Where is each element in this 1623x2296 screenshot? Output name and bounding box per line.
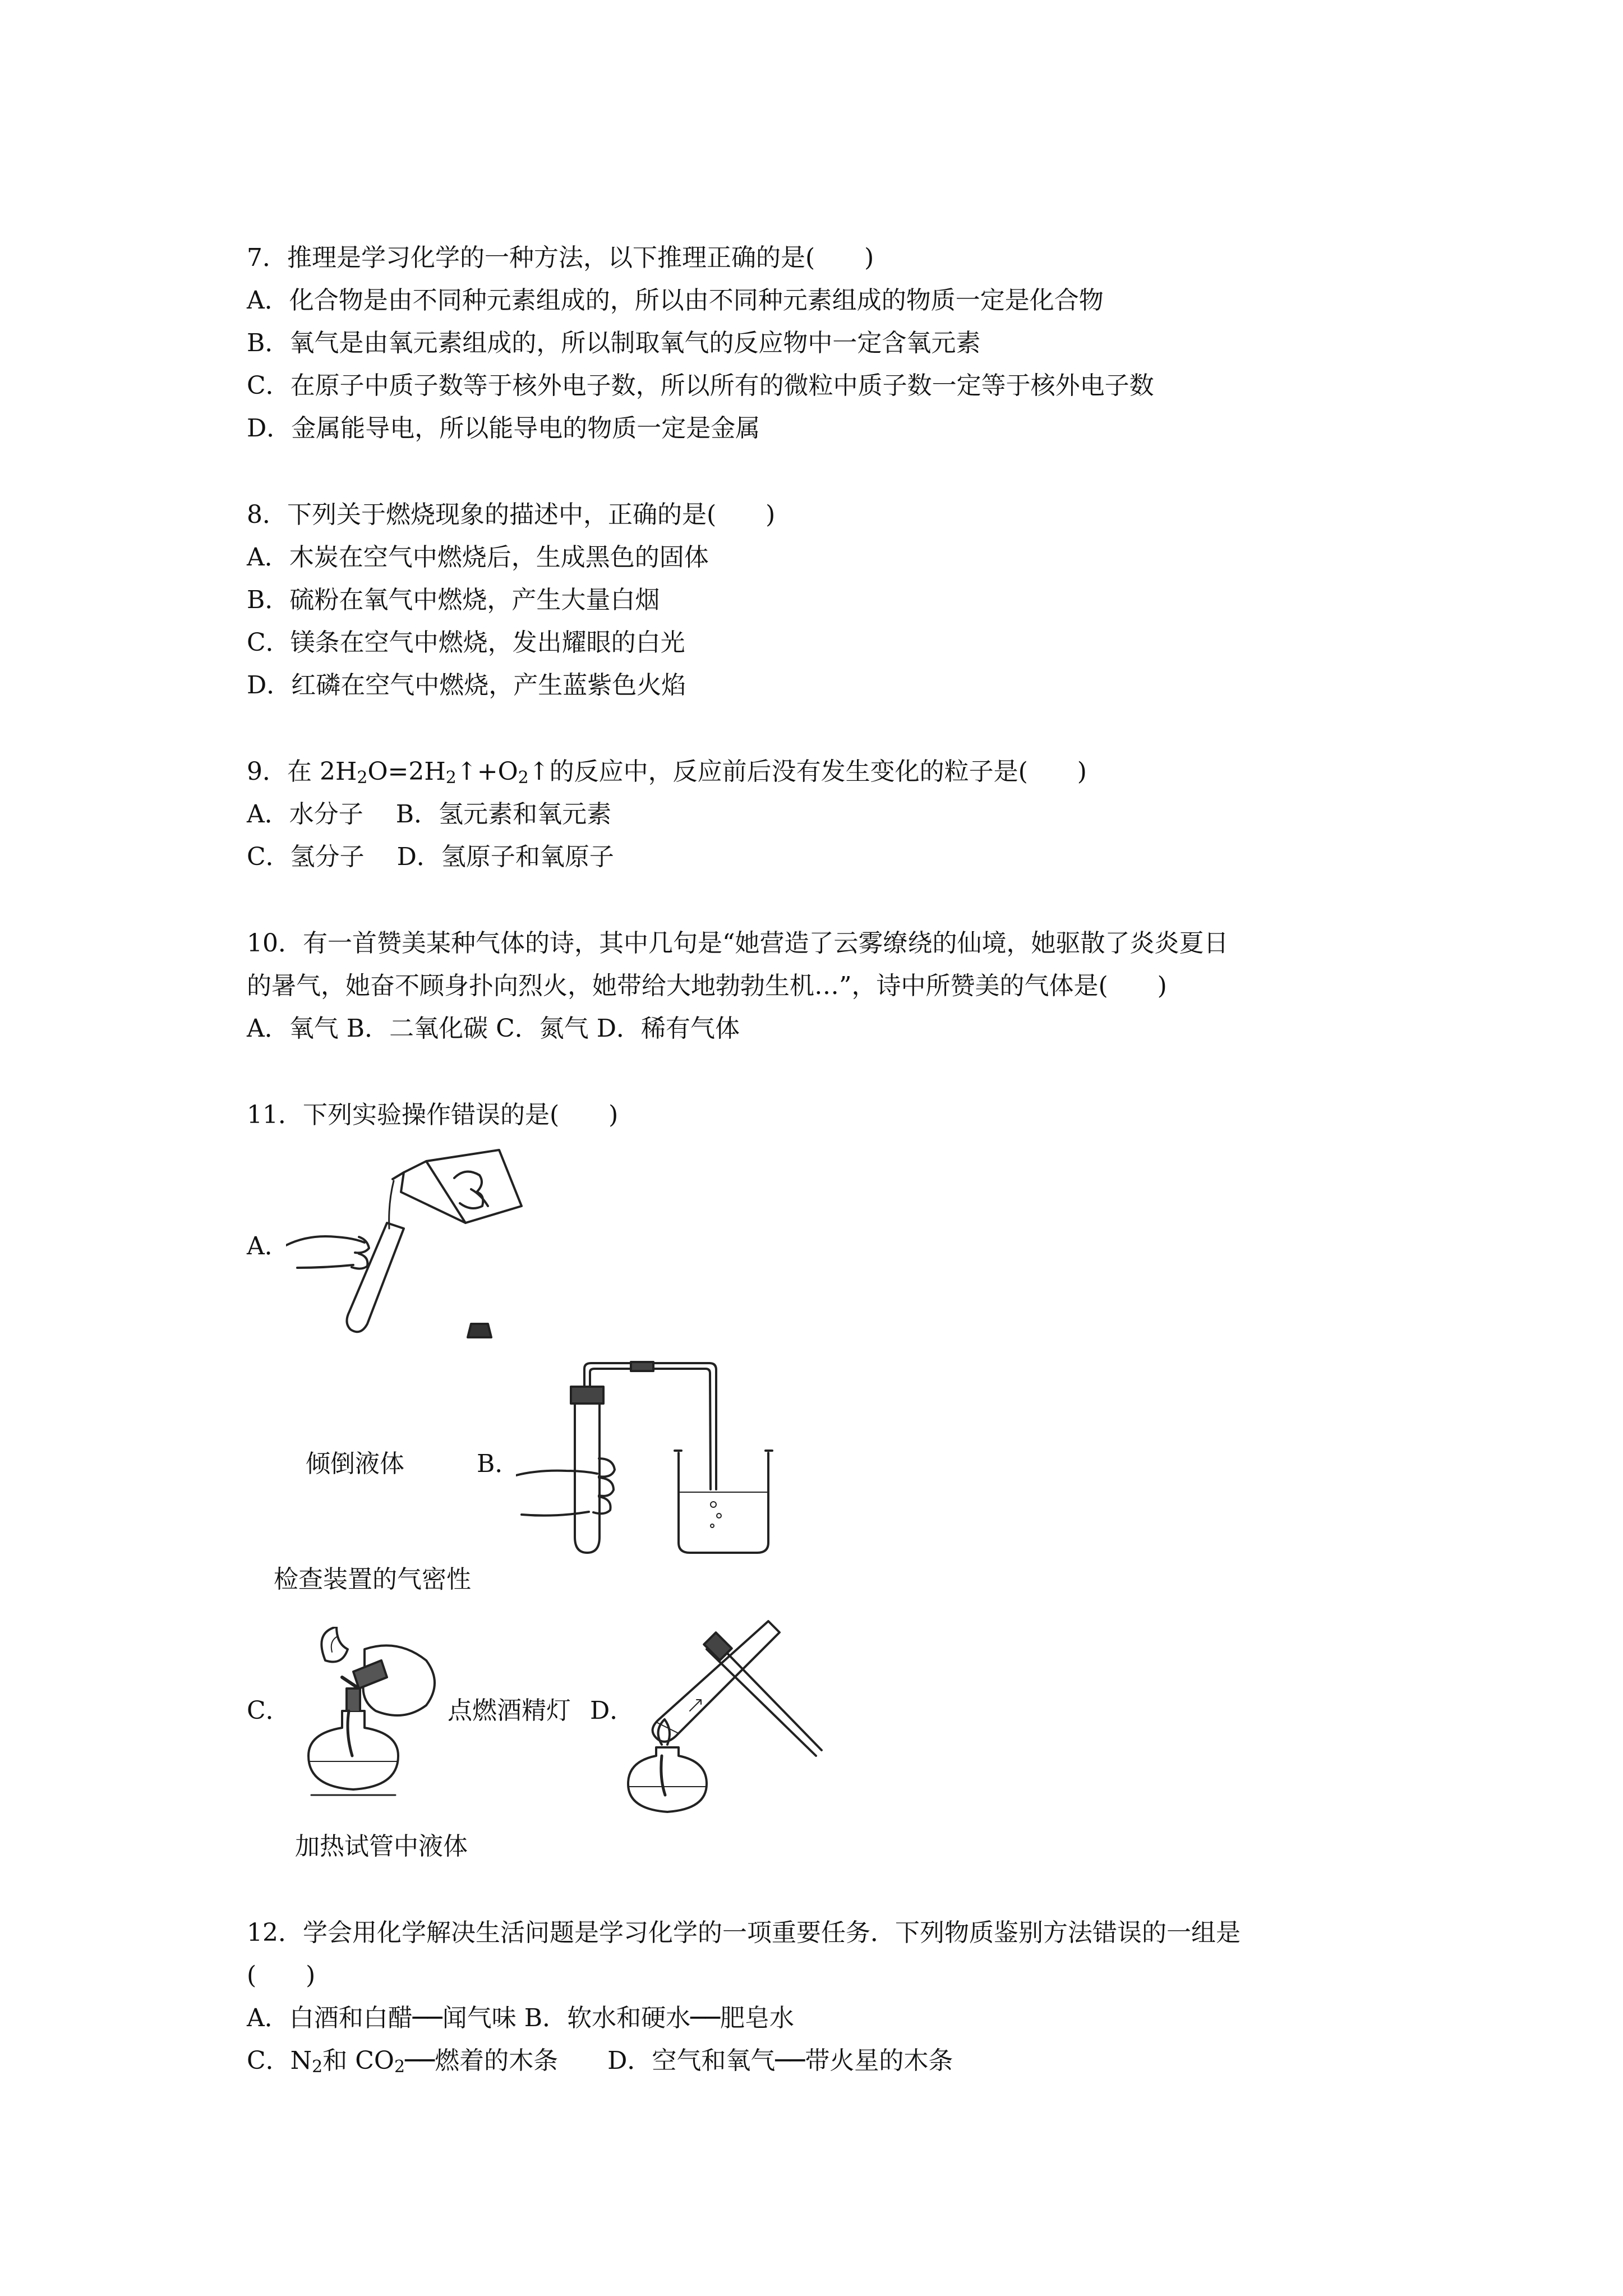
- q12-stem-line1: 12．学会用化学解决生活问题是学习化学的一项重要任务．下列物质鉴别方法错误的一组是: [247, 1918, 1241, 1947]
- heating-test-tube-figure: [623, 1616, 824, 1818]
- test-tube: [575, 1397, 600, 1553]
- q7-option-d: D．金属能导电，所以能导电的物质一定是金属: [247, 414, 760, 443]
- q10-stem-line2: 的暑气，她奋不顾身扑向烈火，她带给大地勃勃生机…”，诗中所赞美的气体是( ): [247, 972, 1167, 1000]
- q8-option-c: C．镁条在空气中燃烧，发出耀眼的白光: [247, 628, 685, 657]
- q11-d-caption: 加热试管中液体: [295, 1832, 468, 1861]
- q11-c-caption: 点燃酒精灯: [448, 1696, 571, 1725]
- hand: [516, 1471, 597, 1475]
- q11-d-label: D．: [590, 1696, 635, 1725]
- delivery-tube: [584, 1363, 716, 1489]
- q11-b-label: B．: [477, 1450, 520, 1478]
- hand-right: [454, 1172, 483, 1208]
- q11-b-caption: 检查装置的气密性: [274, 1565, 471, 1594]
- q8-stem: 8．下列关于燃烧现象的描述中，正确的是( ): [247, 500, 776, 529]
- q12-stem-line2: ( ): [247, 1961, 316, 1990]
- q9-stem: 9．在 $2H_2O=2H_2↑+O_2↑$的反应中，反应前后没有发生变化的粒子是( ): [247, 757, 1087, 788]
- q8-option-d: D．红磷在空气中燃烧，产生蓝紫色火焰: [247, 671, 686, 700]
- flame: [321, 1627, 348, 1662]
- tube-holder: [707, 1649, 816, 1756]
- q9-options-row1: A．水分子 B．氢元素和氧元素: [247, 800, 612, 829]
- q8-option-b: B．硫粉在氧气中燃烧，产生大量白烟: [247, 586, 660, 614]
- pouring-liquid-figure: [286, 1139, 533, 1352]
- q12-options-row1: A．白酒和白醋──闻气味 B．软水和硬水──肥皂水: [247, 2004, 795, 2032]
- tube-connector: [631, 1362, 653, 1371]
- hand-left: [286, 1236, 365, 1245]
- bottle-stopper: [468, 1324, 491, 1337]
- q11-a-caption: 倾倒液体: [306, 1450, 404, 1478]
- lower-lamp: [308, 1711, 398, 1789]
- q7-option-c: C．在原子中质子数等于核外电子数，所以所有的微粒中质子数一定等于核外电子数: [247, 371, 1154, 400]
- rubber-stopper: [571, 1387, 603, 1404]
- lighting-alcohol-lamp-figure: [286, 1627, 454, 1812]
- q10-stem-line1: 10．有一首赞美某种气体的诗，其中几句是“她营造了云雾缭绕的仙境，她驱散了炎炎夏日: [247, 929, 1229, 958]
- q11-stem: 11．下列实验操作错误的是( ): [247, 1101, 619, 1129]
- q7-stem: 7．推理是学习化学的一种方法，以下推理正确的是( ): [247, 243, 874, 272]
- q9-options-row2: C．氢分子 D．氢原子和氧原子: [247, 843, 614, 871]
- q11-a-label: A．: [247, 1232, 289, 1260]
- q7-option-b: B．氧气是由氧元素组成的，所以制取氧气的反应物中一定含氧元素: [247, 329, 981, 357]
- airtightness-check-figure: [516, 1358, 808, 1559]
- q12-options-row2: C．$N_2$和 $CO_2──$燃着的木条 D．空气和氧气──带火星的木条: [247, 2046, 953, 2077]
- q11-c-label: C．: [247, 1696, 291, 1725]
- q10-options: A．氧气 B．二氧化碳 C．氮气 D．稀有气体: [247, 1014, 740, 1043]
- beaker: [679, 1453, 768, 1553]
- q8-option-a: A．木炭在空气中燃烧后，生成黑色的固体: [247, 543, 709, 572]
- alcohol-lamp: [628, 1747, 707, 1812]
- q7-option-a: A．化合物是由不同种元素组成的，所以由不同种元素组成的物质一定是化合物: [247, 286, 1104, 315]
